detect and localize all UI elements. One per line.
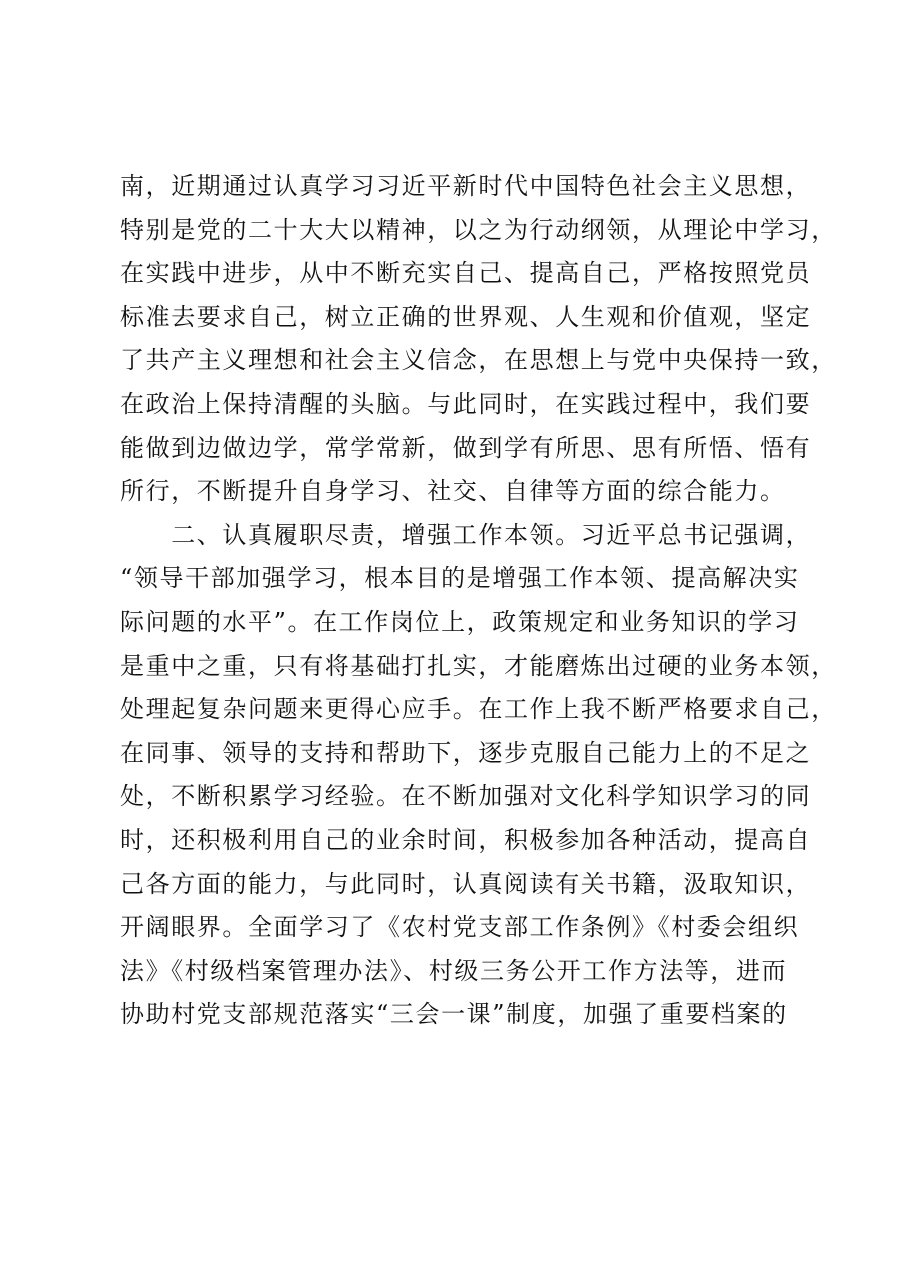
text-line: 是重中之重，只有将基础打扎实，才能磨炼出过硬的业务本领， xyxy=(120,651,837,680)
text-line: 了共产主义理想和社会主义信念，在思想上与党中央保持一致， xyxy=(120,346,837,375)
text-line: 南，近期通过认真学习习近平新时代中国特色社会主义思想， xyxy=(120,172,812,200)
text-line: 标准去要求自己，树立正确的世界观、人生观和价值观，坚定 xyxy=(120,302,812,331)
text-line: 能做到边做边学，常学常新，做到学有所思、思有所悟、悟有 xyxy=(120,433,812,462)
text-line: 时，还积极利用自己的业余时间，积极参加各种活动，提高自 xyxy=(120,825,812,854)
text-line: 所行，不断提升自身学习、社交、自律等方面的综合能力。 xyxy=(120,477,786,506)
text-line: 在同事、领导的支持和帮助下，逐步克服自己能力上的不足之 xyxy=(120,738,812,767)
text-line: “领导干部加强学习，根本目的是增强工作本领、提高解决实 xyxy=(120,564,800,593)
body-text xyxy=(120,165,837,1037)
text-line: 在政治上保持清醒的头脑。与此同时，在实践过程中，我们要 xyxy=(120,389,812,418)
text-line: 协助村党支部规范落实“三会一课”制度，加强了重要档案的 xyxy=(120,1000,788,1029)
text-line: 法》《村级档案管理办法》、村级三务公开工作方法等，进而 xyxy=(120,956,788,985)
text-line: 处理起复杂问题来更得心应手。在工作上我不断严格要求自己， xyxy=(120,695,837,724)
text-line: 己各方面的能力，与此同时，认真阅读有关书籍，汲取知识， xyxy=(120,869,812,898)
text-line: 二、认真履职尽责，增强工作本领。习近平总书记强调， xyxy=(120,520,812,549)
text-line: 在实践中进步，从中不断充实自己、提高自己，严格按照党员 xyxy=(120,259,812,288)
text-line: 处，不断积累学习经验。在不断加强对文化科学知识学习的同 xyxy=(120,782,812,811)
text-line: 际问题的水平”。在工作岗位上，政策规定和业务知识的学习 xyxy=(120,607,800,636)
text-line: 特别是党的二十大大以精神，以之为行动纲领，从理论中学习， xyxy=(120,215,837,244)
text-line: 开阔眼界。全面学习了《农村党支部工作条例》《村委会组织 xyxy=(120,913,800,942)
